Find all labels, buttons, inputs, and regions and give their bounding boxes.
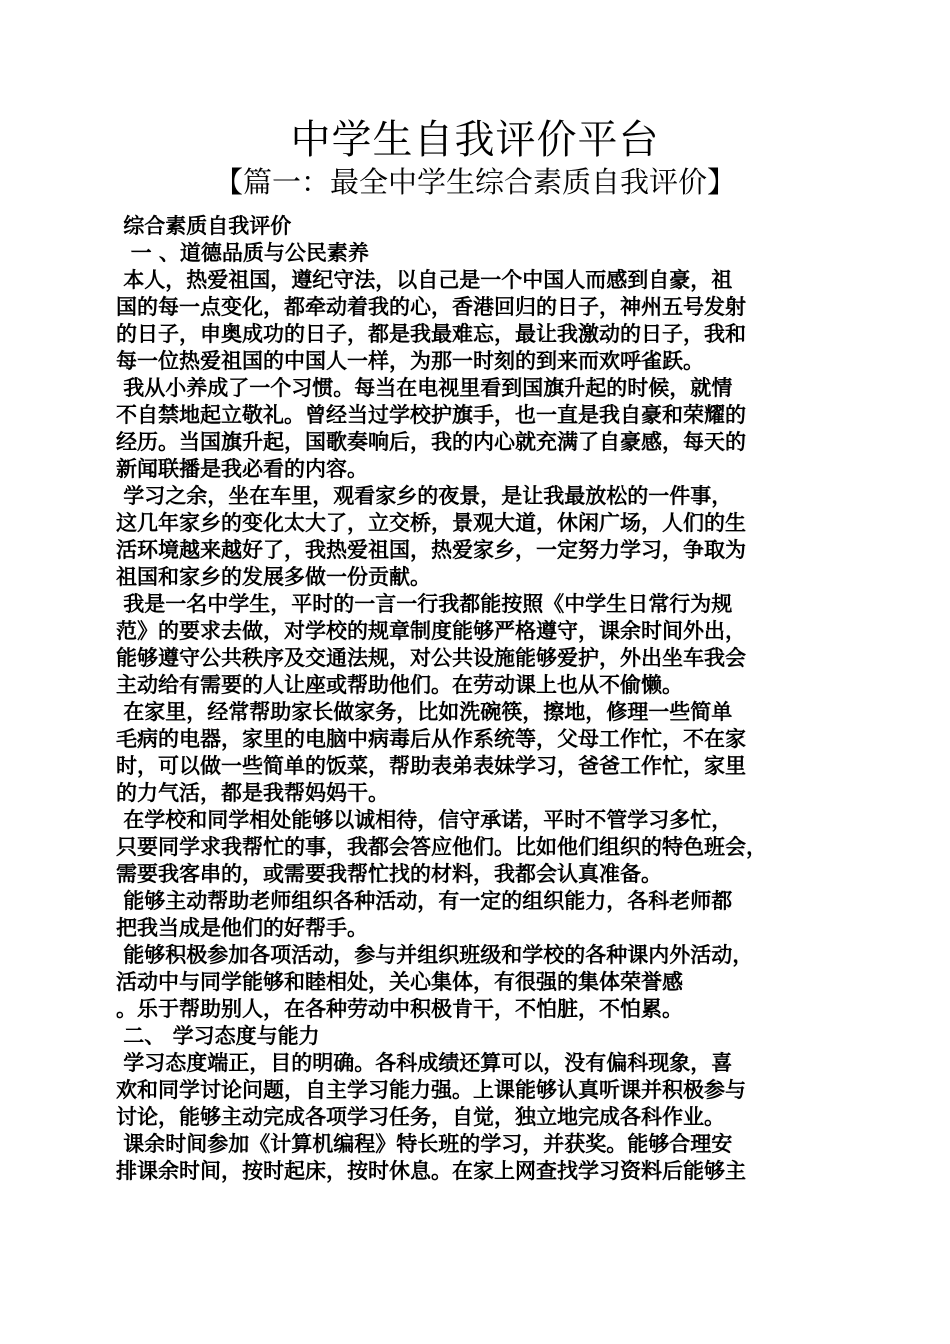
- text-line: 一 、道德品质与公民素养: [116, 241, 369, 265]
- text-line: 每一位热爱祖国的中国人一样，为那一时刻的到来而欢呼雀跃。: [116, 349, 704, 373]
- text-line: 毛病的电器，家里的电脑中病毒后从作系统等，父母工作忙，不在家: [116, 727, 746, 751]
- text-line: 本人，热爱祖国，遵纪守法，以自己是一个中国人而感到自豪，祖: [116, 268, 733, 292]
- text-line: 学习态度端正，目的明确。各科成绩还算可以，没有偏科现象，喜: [116, 1051, 733, 1075]
- text-line: 在学校和同学相处能够以诚相待，信守承诺，平时不管学习多忙，: [116, 808, 733, 832]
- text-line: 国的每一点变化，都牵动着我的心，香港回归的日子，神州五号发射: [116, 295, 746, 319]
- text-line: 欢和同学讨论问题，自主学习能力强。上课能够认真听课并积极参与: [116, 1078, 746, 1102]
- text-line: 把我当成是他们的好帮手。: [116, 916, 368, 940]
- text-line: 排课余时间，按时起床，按时休息。在家上网查找学习资料后能够主: [116, 1159, 746, 1183]
- text-line: 二、 学习态度与能力: [116, 1024, 320, 1048]
- text-line: 讨论，能够主动完成各项学习任务，自觉，独立地完成各科作业。: [116, 1105, 725, 1129]
- text-line: 活动中与同学能够和睦相处，关心集体，有很强的集体荣誉感: [116, 970, 683, 994]
- text-line: 能够遵守公共秩序及交通法规，对公共设施能够爱护，外出坐车我会: [116, 646, 746, 670]
- text-line: 范》的要求去做，对学校的规章制度能够严格遵守，课余时间外出，: [116, 619, 746, 643]
- text-line: 经历。当国旗升起，国歌奏响后，我的内心就充满了自豪感，每天的: [116, 430, 746, 454]
- text-line: 综合素质自我评价: [116, 214, 292, 238]
- text-line: 不自禁地起立敬礼。曾经当过学校护旗手，也一直是我自豪和荣耀的: [116, 403, 746, 427]
- text-line: 能够积极参加各项活动，参与并组织班级和学校的各种课内外活动，: [116, 943, 754, 967]
- text-line: 只要同学求我帮忙的事，我都会答应他们。比如他们组织的特色班会，: [116, 835, 767, 859]
- text-line: 主动给有需要的人让座或帮助他们。在劳动课上也从不偷懒。: [116, 673, 683, 697]
- text-line: 的日子，申奥成功的日子，都是我最难忘，最让我激动的日子，我和: [116, 322, 746, 346]
- text-line: 在家里，经常帮助家长做家务，比如洗碗筷，擦地，修理一些简单: [116, 700, 733, 724]
- text-line: 祖国和家乡的发展多做一份贡献。: [116, 565, 431, 589]
- text-line: 时，可以做一些简单的饭菜，帮助表弟表妹学习，爸爸工作忙，家里: [116, 754, 746, 778]
- text-line: 我从小养成了一个习惯。每当在电视里看到国旗升起的时候，就情: [116, 376, 733, 400]
- text-line: 学习之余，坐在车里，观看家乡的夜景，是让我最放松的一件事，: [116, 484, 733, 508]
- text-line: 需要我客串的，或需要我帮忙找的材料，我都会认真准备。: [116, 862, 662, 886]
- document-body: [116, 213, 844, 1185]
- text-line: 活环境越来越好了，我热爱祖国，热爱家乡，一定努力学习，争取为: [116, 538, 746, 562]
- text-line: 的力气活，都是我帮妈妈干。: [116, 781, 389, 805]
- text-line: 新闻联播是我必看的内容。: [116, 457, 368, 481]
- text-line: 课余时间参加《计算机编程》特长班的学习，并获奖。能够合理安: [116, 1132, 733, 1156]
- text-line: 能够主动帮助老师组织各种活动，有一定的组织能力，各科老师都: [116, 889, 733, 913]
- text-line: 。乐于帮助别人，在各种劳动中积极肯干，不怕脏，不怕累。: [116, 997, 683, 1021]
- text-line: 这几年家乡的变化太大了，立交桥，景观大道，休闲广场，人们的生: [116, 511, 746, 535]
- text-line: 我是一名中学生，平时的一言一行我都能按照《中学生日常行为规: [116, 592, 733, 616]
- page-subtitle: 【篇一：最全中学生综合素质自我评价】: [213, 165, 736, 199]
- page-title: 中学生自我评价平台: [290, 117, 660, 163]
